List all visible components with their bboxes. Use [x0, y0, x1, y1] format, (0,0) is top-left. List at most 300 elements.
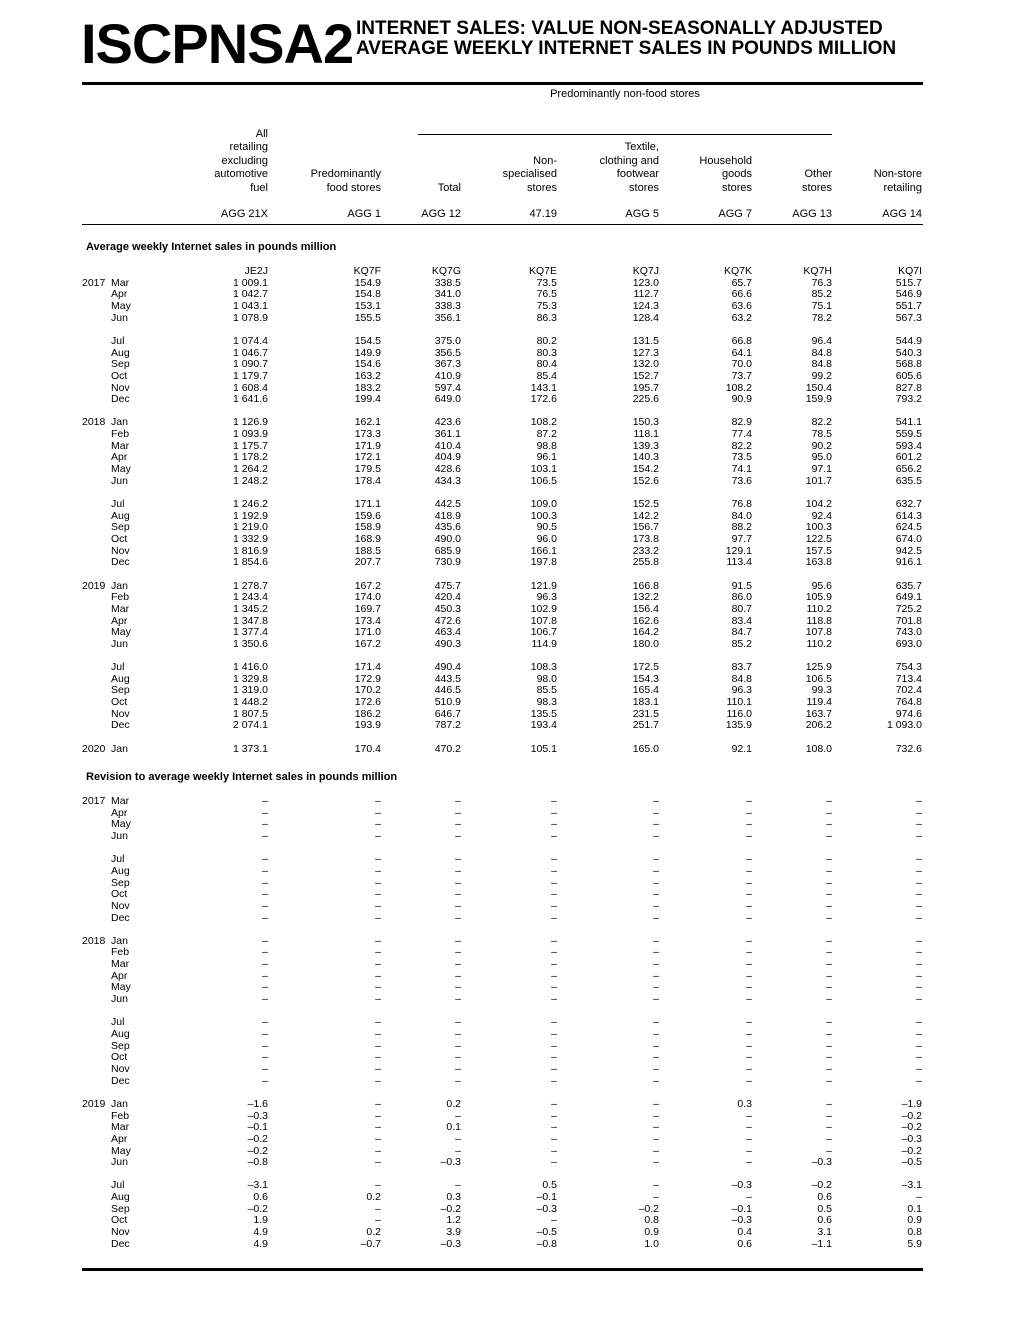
table-row	[0, 662, 1020, 674]
row-month: Apr	[111, 614, 128, 627]
table-cell: 1 192.9	[232, 509, 268, 522]
table-cell: 410.4	[434, 439, 461, 452]
table-title-line-1: INTERNET SALES: VALUE NON-SEASONALLY ADJUSTED	[356, 18, 883, 39]
table-cell: 356.5	[434, 346, 461, 359]
row-month: Aug	[111, 1028, 130, 1040]
table-row	[0, 616, 1020, 628]
table-cell: 702.4	[895, 684, 922, 697]
table-cell: 142.2	[632, 509, 659, 522]
table-cell: –	[916, 876, 922, 889]
table-cell: –	[455, 1132, 461, 1145]
table-cell: –0.2	[901, 1109, 922, 1122]
row-month: Apr	[111, 288, 128, 301]
table-row	[0, 581, 1020, 593]
table-cell: 73.5	[731, 451, 752, 464]
table-row	[0, 383, 1020, 395]
table-cell: 546.9	[895, 288, 922, 301]
table-cell: –	[262, 911, 268, 924]
table-cell: –	[916, 1039, 922, 1052]
table-cell: –0.2	[811, 1179, 832, 1192]
table-cell: –	[916, 969, 922, 982]
table-cell: –	[375, 934, 381, 947]
table-cell: 143.1	[530, 381, 557, 394]
table-cell: –0.2	[638, 1202, 659, 1215]
table-row	[0, 1052, 1020, 1064]
table-cell: –	[826, 993, 832, 1006]
row-month: Jul	[111, 334, 125, 347]
table-cell: –	[262, 876, 268, 889]
column-header: Non-store retailing	[873, 168, 922, 194]
row-month: Mar	[111, 1121, 130, 1134]
table-cell: 76.5	[536, 288, 557, 301]
table-cell: 82.2	[731, 439, 752, 452]
table-cell: –	[746, 993, 752, 1006]
table-cell: 163.8	[805, 556, 832, 569]
table-cell: –	[455, 876, 461, 889]
table-cell: 125.9	[805, 661, 832, 674]
table-cell: 73.5	[536, 276, 557, 289]
table-row	[0, 359, 1020, 371]
table-cell: –	[916, 981, 922, 994]
table-cell: –	[746, 1039, 752, 1052]
table-cell: –	[653, 829, 659, 842]
table-row	[0, 278, 1020, 290]
table-cell: 171.9	[354, 439, 381, 452]
table-cell: 85.2	[811, 288, 832, 301]
table-cell: 0.9	[907, 1214, 922, 1227]
row-month: Jan	[111, 742, 128, 755]
table-cell: –	[653, 1016, 659, 1029]
table-cell: 105.9	[805, 591, 832, 604]
table-cell: 1 319.0	[232, 684, 268, 697]
table-cell: –	[551, 829, 557, 842]
table-row	[0, 336, 1020, 348]
table-cell: –	[746, 1062, 752, 1075]
column-group-label: Predominantly non-food stores	[550, 88, 700, 100]
table-cell: 171.4	[354, 661, 381, 674]
table-cell: –	[262, 853, 268, 866]
table-cell: 0.3	[446, 1191, 461, 1204]
table-cell: –	[746, 1144, 752, 1157]
table-cell: 404.9	[434, 451, 461, 464]
section-title: Revision to average weekly Internet sales in pounds million	[86, 771, 398, 783]
table-cell: 84.0	[731, 509, 752, 522]
table-cell: 183.2	[354, 381, 381, 394]
table-cell: –	[653, 981, 659, 994]
table-cell: –	[455, 911, 461, 924]
table-cell: –	[375, 1179, 381, 1192]
table-code: ISCPNSA2	[81, 12, 354, 75]
column-code: AGG 5	[625, 208, 659, 220]
table-cell: 163.7	[805, 707, 832, 720]
table-cell: –	[551, 1214, 557, 1227]
table-cell: 80.4	[536, 358, 557, 371]
table-cell: 942.5	[895, 544, 922, 557]
table-cell: 167.2	[354, 579, 381, 592]
row-year: 2020	[82, 742, 106, 755]
table-cell: KQ7K	[723, 265, 752, 277]
row-month: Oct	[111, 1214, 128, 1227]
table-row	[0, 854, 1020, 866]
row-month: Apr	[111, 969, 128, 982]
table-cell: 428.6	[434, 463, 461, 476]
table-cell: –	[826, 864, 832, 877]
table-cell: 1 345.2	[232, 602, 268, 615]
table-title-line-2: AVERAGE WEEKLY INTERNET SALES IN POUNDS MILLION	[356, 38, 897, 59]
table-cell: 78.5	[811, 428, 832, 441]
table-cell: 0.8	[907, 1226, 922, 1239]
row-month: Sep	[111, 358, 130, 371]
column-code: AGG 13	[792, 208, 832, 220]
table-row	[0, 697, 1020, 709]
row-month: Oct	[111, 369, 128, 382]
table-cell: –0.3	[811, 1156, 832, 1169]
table-cell: –	[826, 981, 832, 994]
table-cell: –	[746, 1016, 752, 1029]
row-month: Mar	[111, 795, 130, 807]
table-cell: 1.9	[253, 1214, 268, 1227]
table-cell: –0.3	[731, 1214, 752, 1227]
table-cell: 166.8	[632, 579, 659, 592]
table-cell: 0.2	[366, 1226, 381, 1239]
table-cell: –	[916, 993, 922, 1006]
table-cell: –	[826, 1062, 832, 1075]
table-cell: 110.2	[806, 602, 832, 615]
table-cell: –	[375, 1144, 381, 1157]
table-cell: –	[551, 911, 557, 924]
table-cell: –	[826, 795, 832, 807]
column-code: AGG 21X	[220, 208, 268, 220]
table-cell: –	[916, 1062, 922, 1075]
table-cell: 170.4	[354, 742, 381, 755]
table-cell: 140.3	[632, 451, 659, 464]
table-cell: 172.6	[530, 393, 557, 406]
table-cell: –3.1	[901, 1179, 922, 1192]
table-cell: –1.1	[811, 1237, 832, 1250]
table-cell: 1 090.7	[232, 358, 268, 371]
table-cell: 92.4	[811, 509, 832, 522]
table-cell: 614.3	[895, 509, 922, 522]
table-cell: –	[746, 911, 752, 924]
table-cell: 173.8	[632, 532, 659, 545]
table-cell: –	[262, 946, 268, 959]
table-cell: 107.8	[530, 614, 557, 627]
table-cell: 157.5	[805, 544, 832, 557]
table-cell: 154.5	[354, 334, 381, 347]
table-cell: 649.0	[434, 393, 461, 406]
table-cell: –	[746, 1132, 752, 1145]
table-cell: 166.1	[530, 544, 557, 557]
table-cell: 154.6	[354, 358, 381, 371]
table-cell: 112.7	[633, 288, 659, 301]
table-cell: –	[746, 864, 752, 877]
table-cell: –0.3	[247, 1109, 268, 1122]
table-cell: 122.5	[805, 532, 832, 545]
table-row	[0, 604, 1020, 616]
row-month: Aug	[111, 672, 130, 685]
table-cell: –	[653, 806, 659, 819]
table-cell: 135.9	[725, 719, 752, 732]
table-row	[0, 878, 1020, 890]
table-cell: 158.9	[354, 521, 381, 534]
table-cell: –	[746, 1109, 752, 1122]
table-row	[0, 674, 1020, 686]
table-cell: –	[746, 981, 752, 994]
table-cell: 3.9	[446, 1226, 461, 1239]
table-cell: –	[455, 1039, 461, 1052]
table-cell: –	[826, 958, 832, 971]
table-cell: –	[653, 993, 659, 1006]
table-cell: –	[375, 1028, 381, 1040]
table-cell: 0.6	[817, 1191, 832, 1204]
table-cell: –3.1	[247, 1179, 268, 1192]
table-row	[0, 394, 1020, 406]
table-cell: 446.5	[434, 684, 461, 697]
table-cell: 1 009.1	[232, 276, 268, 289]
table-cell: JE2J	[244, 265, 268, 277]
table-cell: KQ7H	[803, 265, 832, 277]
table-cell: 156.7	[632, 521, 659, 534]
table-cell: 172.5	[632, 661, 659, 674]
table-cell: 685.9	[434, 544, 461, 557]
table-cell: –	[826, 1121, 832, 1134]
table-cell: 1 093.0	[886, 719, 922, 732]
table-row	[0, 831, 1020, 843]
table-row	[0, 511, 1020, 523]
row-month: Oct	[111, 1051, 128, 1064]
table-cell: 119.4	[806, 696, 832, 709]
table-row	[0, 889, 1020, 901]
table-cell: –	[916, 958, 922, 971]
table-cell: –	[826, 829, 832, 842]
table-cell: 649.1	[895, 591, 922, 604]
table-cell: –0.2	[440, 1202, 461, 1215]
table-cell: 99.2	[811, 369, 832, 382]
table-cell: –	[826, 806, 832, 819]
table-cell: 162.1	[354, 416, 381, 429]
table-cell: 83.4	[731, 614, 752, 627]
table-row	[0, 982, 1020, 994]
table-cell: –	[653, 1109, 659, 1122]
table-row	[0, 301, 1020, 313]
table-cell: –	[653, 1062, 659, 1075]
table-cell: –	[551, 1051, 557, 1064]
table-cell: –	[746, 795, 752, 807]
table-cell: 4.9	[253, 1237, 268, 1250]
table-cell: 78.2	[811, 311, 832, 324]
table-cell: –	[653, 795, 659, 807]
column-header: Other stores	[802, 168, 832, 194]
table-cell: 91.5	[731, 579, 752, 592]
table-cell: 85.5	[536, 684, 557, 697]
table-row	[0, 1134, 1020, 1146]
table-cell: 82.2	[811, 416, 832, 429]
table-cell: –	[375, 1109, 381, 1122]
table-cell: –	[653, 888, 659, 901]
table-cell: 135.5	[530, 707, 557, 720]
table-row	[0, 1064, 1020, 1076]
table-row	[0, 1157, 1020, 1169]
table-cell: –	[375, 1121, 381, 1134]
table-row	[0, 266, 1020, 278]
table-cell: –	[826, 899, 832, 912]
table-cell: 605.6	[895, 369, 922, 382]
table-cell: –	[375, 888, 381, 901]
row-year: 2017	[82, 276, 106, 289]
table-cell: –	[826, 911, 832, 924]
table-cell: –	[262, 981, 268, 994]
table-cell: –	[653, 958, 659, 971]
table-cell: –	[551, 1121, 557, 1134]
table-cell: –	[455, 899, 461, 912]
column-header: Household goods stores	[699, 154, 752, 194]
table-cell: 635.5	[895, 474, 922, 487]
table-cell: 338.3	[434, 299, 461, 312]
table-cell: –	[653, 934, 659, 947]
table-row	[0, 1227, 1020, 1239]
column-header: Textile, clothing and footwear stores	[599, 141, 659, 194]
table-cell: 0.5	[542, 1179, 557, 1192]
table-cell: –	[916, 806, 922, 819]
table-cell: –	[551, 1156, 557, 1169]
table-cell: –	[551, 1109, 557, 1122]
table-cell: –	[375, 993, 381, 1006]
row-month: May	[111, 818, 131, 831]
row-month: Aug	[111, 346, 130, 359]
table-row	[0, 819, 1020, 831]
table-row	[0, 709, 1020, 721]
table-cell: 827.8	[895, 381, 922, 394]
table-cell: 76.8	[731, 498, 752, 510]
table-cell: –	[916, 934, 922, 947]
table-cell: 251.7	[632, 719, 659, 732]
row-month: Jul	[111, 661, 125, 674]
table-cell: 108.3	[530, 661, 557, 674]
row-month: Jan	[111, 416, 128, 429]
table-cell: 225.6	[632, 393, 659, 406]
table-cell: –	[455, 1028, 461, 1040]
table-cell: –	[746, 1121, 752, 1134]
table-cell: 162.6	[632, 614, 659, 627]
table-cell: 165.4	[632, 684, 659, 697]
table-cell: 1 074.4	[232, 334, 268, 347]
table-cell: 108.0	[805, 742, 832, 755]
table-cell: –	[653, 1074, 659, 1087]
table-row	[0, 546, 1020, 558]
table-cell: –1.6	[247, 1097, 268, 1110]
row-month: May	[111, 1144, 131, 1157]
table-cell: –	[916, 1028, 922, 1040]
table-cell: –	[653, 899, 659, 912]
table-cell: –	[826, 1051, 832, 1064]
table-cell: 732.6	[895, 742, 922, 755]
table-cell: –0.1	[247, 1121, 268, 1134]
table-cell: 435.6	[434, 521, 461, 534]
table-cell: 131.5	[632, 334, 659, 347]
table-cell: –	[455, 1074, 461, 1087]
table-cell: –	[916, 795, 922, 807]
table-cell: 540.3	[895, 346, 922, 359]
table-cell: –	[746, 899, 752, 912]
table-cell: 255.8	[632, 556, 659, 569]
table-cell: 116.0	[726, 707, 752, 720]
table-cell: 1 350.6	[232, 637, 268, 650]
row-month: Jan	[111, 579, 128, 592]
table-cell: 1 608.4	[232, 381, 268, 394]
row-month: Jul	[111, 1179, 125, 1192]
table-cell: 632.7	[895, 498, 922, 510]
table-cell: –	[375, 946, 381, 959]
table-cell: 163.2	[354, 369, 381, 382]
table-cell: 64.1	[731, 346, 752, 359]
table-row	[0, 936, 1020, 948]
table-row	[0, 1146, 1020, 1158]
table-cell: –	[826, 1074, 832, 1087]
row-month: Apr	[111, 451, 128, 464]
table-cell: 515.7	[895, 276, 922, 289]
row-month: Jul	[111, 853, 125, 866]
table-cell: 88.2	[731, 521, 752, 534]
table-cell: –	[455, 795, 461, 807]
table-row	[0, 866, 1020, 878]
table-cell: 764.8	[895, 696, 922, 709]
table-row	[0, 429, 1020, 441]
table-cell: 1 641.6	[232, 393, 268, 406]
table-cell: –	[826, 876, 832, 889]
table-cell: 713.4	[895, 672, 922, 685]
table-cell: 172.6	[354, 696, 381, 709]
table-cell: 77.4	[731, 428, 752, 441]
table-cell: –	[551, 853, 557, 866]
table-cell: 356.1	[434, 311, 461, 324]
table-cell: –	[653, 818, 659, 831]
table-cell: –	[551, 818, 557, 831]
table-cell: 1 373.1	[232, 742, 268, 755]
table-cell: 97.7	[731, 532, 752, 545]
table-cell: 1 807.5	[232, 707, 268, 720]
row-month: Nov	[111, 381, 130, 394]
table-row	[0, 913, 1020, 925]
table-cell: –0.2	[901, 1121, 922, 1134]
table-row	[0, 685, 1020, 697]
table-cell: –	[455, 864, 461, 877]
table-cell: 171.0	[354, 626, 381, 639]
table-cell: 510.9	[434, 696, 461, 709]
table-cell: 75.1	[811, 299, 832, 312]
table-cell: 180.0	[632, 637, 659, 650]
table-cell: –	[653, 853, 659, 866]
table-cell: 1 093.9	[232, 428, 268, 441]
table-cell: –	[551, 899, 557, 912]
table-cell: 124.3	[632, 299, 659, 312]
table-cell: –0.8	[247, 1156, 268, 1169]
column-header: All retailing excluding automotive fuel	[214, 127, 268, 194]
table-cell: 375.0	[434, 334, 461, 347]
table-cell: 206.2	[805, 719, 832, 732]
table-cell: –	[551, 958, 557, 971]
table-cell: 65.7	[731, 276, 752, 289]
table-row	[0, 441, 1020, 453]
table-cell: 754.3	[895, 661, 922, 674]
table-cell: 96.3	[536, 591, 557, 604]
table-cell: 197.8	[530, 556, 557, 569]
table-cell: 174.0	[354, 591, 381, 604]
row-month: May	[111, 299, 131, 312]
table-cell: –	[916, 911, 922, 924]
table-cell: –	[455, 829, 461, 842]
table-cell: 102.9	[530, 602, 557, 615]
table-cell: –	[262, 958, 268, 971]
